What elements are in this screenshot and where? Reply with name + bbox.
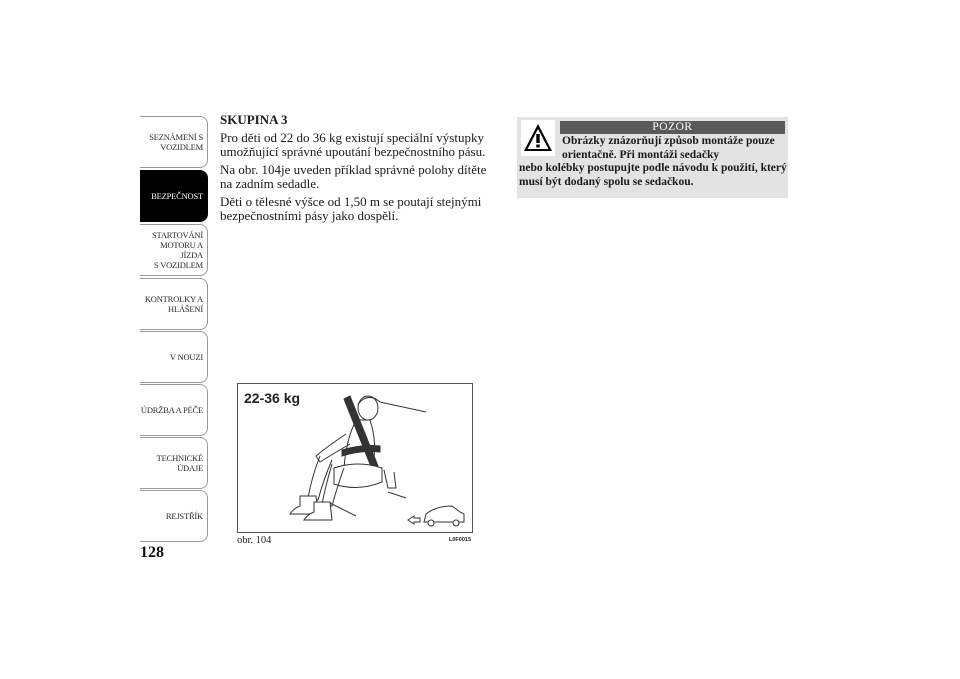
tab-label: REJSTŘÍK (165, 511, 203, 521)
tab-label: BEZPEČNOST (151, 191, 203, 201)
main-text (220, 113, 495, 227)
paragraph: Pro děti od 22 do 36 kg existují speciální výstupky umožňující správné upoutání bezpečnostního pásu. (220, 129, 486, 159)
paragraph: Děti o tělesné výšce od 1,50 m se poutají stejnými bezpečnostními pásy jako dospělí. (220, 193, 482, 223)
warning-line: nebo kolébky postupujte podle návodu k použití, který musí být dodaný spolu se sedačkou. (519, 162, 787, 188)
figure-caption: obr. 104 (237, 535, 272, 546)
tab-udrzba[interactable] (140, 384, 208, 436)
warning-box (517, 117, 788, 198)
tab-bezpecnost[interactable] (140, 170, 208, 222)
tab-label: KONTROLKY A HLÁŠENÍ (144, 294, 203, 314)
tab-kontrolky[interactable] (140, 278, 208, 330)
tab-label: SEZNÁMENÍ S VOZIDLEM (149, 132, 203, 152)
tab-technicke[interactable] (140, 437, 208, 489)
warning-line: Obrázky znázorňují způsob montáže pouze orientačně. Při montáži sedačky (562, 135, 775, 161)
paragraph: Na obr. 104je uveden příklad správné polohy dítěte na zadním sedadle. (220, 161, 487, 191)
section-heading: SKUPINA 3 (220, 112, 288, 127)
tab-seznameni[interactable] (140, 116, 208, 168)
figure-weight-label: 22-36 kg (244, 390, 301, 406)
tab-label: STARTOVÁNÍ MOTORU A JÍZDA S VOZIDLEM (152, 230, 203, 270)
tab-rejstrik[interactable] (140, 490, 208, 542)
tab-label: TECHNICKÉ ÚDAJE (156, 453, 203, 473)
warning-title: POZOR (560, 121, 785, 134)
tab-startovani[interactable] (140, 224, 208, 276)
warning-text (519, 135, 787, 189)
tab-label: ÚDRŽBA A PÉČE (140, 405, 203, 415)
child-seat-illustration (238, 384, 472, 532)
tab-label: V NOUZI (169, 352, 203, 362)
tab-v-nouzi[interactable] (140, 331, 208, 383)
figure-104 (237, 383, 473, 533)
figure-code: L0F0015 (449, 537, 472, 543)
page-number: 128 (140, 544, 164, 561)
